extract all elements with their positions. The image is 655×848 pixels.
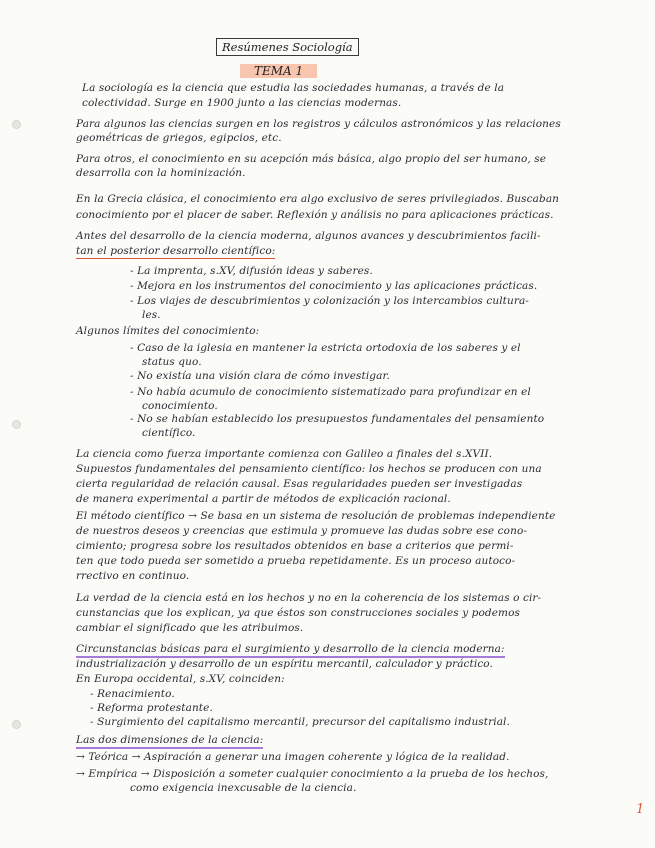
list-item: - Los viajes de descubrimientos y colonización y los intercambios cultura-: [130, 295, 529, 307]
text-line: desarrolla con la hominización.: [76, 167, 246, 179]
text-line: cierta regularidad de relación causal. Esas regularidades pueden ser investigadas: [76, 478, 523, 490]
list-item: como exigencia inexcusable de la ciencia.: [130, 782, 357, 794]
text-line: tan el posterior desarrollo científico:: [76, 245, 276, 257]
text-line: Antes del desarrollo de la ciencia moderna, algunos avances y descubrimientos facili-: [76, 230, 541, 242]
page-number: 1: [636, 802, 645, 817]
list-item: → Teórica → Aspiración a generar una imagen coherente y lógica de la realidad.: [76, 751, 510, 763]
section-heading: Algunos límites del conocimiento:: [76, 325, 260, 337]
list-item: status quo.: [142, 356, 202, 368]
list-item: les.: [142, 309, 161, 321]
list-item: - Surgimiento del capitalismo mercantil, precursor del capitalismo industrial.: [90, 716, 510, 728]
text-line: geométricas de griegos, egipcios, etc.: [76, 132, 282, 144]
list-item: - La imprenta, s.XV, difusión ideas y saberes.: [130, 265, 373, 277]
list-item: - Caso de la iglesia en mantener la estricta ortodoxia de los saberes y el: [130, 342, 521, 354]
list-item: conocimiento.: [142, 400, 218, 412]
text-line: ten que todo pueda ser sometido a prueba repetidamente. Es un proceso autoco-: [76, 555, 516, 567]
section-heading: Las dos dimensiones de la ciencia:: [76, 734, 263, 749]
tema-heading: TEMA 1: [240, 64, 317, 78]
text-line: colectividad. Surge en 1900 junto a las ciencias modernas.: [82, 97, 402, 109]
text-line: La sociología es la ciencia que estudia las sociedades humanas, a través de la: [82, 82, 505, 94]
list-item: - Reforma protestante.: [90, 702, 213, 714]
text-line: cambiar el significado que les atribuimos.: [76, 622, 304, 634]
list-item: - No existía una visión clara de cómo investigar.: [130, 370, 390, 382]
text-line: rrectivo en continuo.: [76, 570, 190, 582]
text-line: de manera experimental a partir de métodos de explicación racional.: [76, 493, 451, 505]
list-item: → Empírica → Disposición a someter cualquier conocimiento a la prueba de los hechos,: [76, 768, 549, 780]
text-line: conocimiento por el placer de saber. Reflexión y análisis no para aplicaciones prácticas.: [76, 209, 554, 221]
punch-hole: [12, 120, 21, 129]
text-line: Supuestos fundamentales del pensamiento científico: los hechos se producen con una: [76, 463, 542, 475]
text-line: La verdad de la ciencia está en los hechos y no en la coherencia de los sistemas o cir-: [76, 592, 542, 604]
list-item: - Renacimiento.: [90, 688, 175, 700]
text-line: Para otros, el conocimiento en su acepción más básica, algo propio del ser humano, se: [76, 153, 547, 165]
punch-hole: [12, 720, 21, 729]
text-line: El método científico → Se basa en un sistema de resolución de problemas independiente: [76, 510, 556, 522]
list-item: - Mejora en los instrumentos del conocimiento y las aplicaciones prácticas.: [130, 280, 538, 292]
text-line: de nuestros deseos y creencias que estimula y promueve las dudas sobre ese cono-: [76, 525, 528, 537]
notes-title: Resúmenes Sociología: [216, 38, 359, 56]
text-line: Para algunos las ciencias surgen en los registros y cálculos astronómicos y las relaciones: [76, 118, 561, 130]
text-line: industrialización y desarrollo de un espíritu mercantil, calculador y práctico.: [76, 658, 493, 670]
text-line: En Europa occidental, s.XV, coinciden:: [76, 673, 285, 685]
list-item: - No se habían establecido los presupuestos fundamentales del pensamiento: [130, 413, 545, 425]
list-item: científico.: [142, 427, 196, 439]
list-item: - No había acumulo de conocimiento sistematizado para profundizar en el: [130, 386, 531, 398]
text-line: cunstancias que los explican, ya que éstos son construcciones sociales y podemos: [76, 607, 521, 619]
text-line: En la Grecia clásica, el conocimiento era algo exclusivo de seres privilegiados. Buscaban: [76, 193, 560, 205]
punch-hole: [12, 420, 21, 429]
section-heading: Circunstancias básicas para el surgimiento y desarrollo de la ciencia moderna:: [76, 643, 505, 658]
text-line: cimiento; progresa sobre los resultados obtenidos en base a criterios que permi-: [76, 540, 514, 552]
text-line: La ciencia como fuerza importante comienza con Galileo a finales del s.XVII.: [76, 448, 493, 460]
